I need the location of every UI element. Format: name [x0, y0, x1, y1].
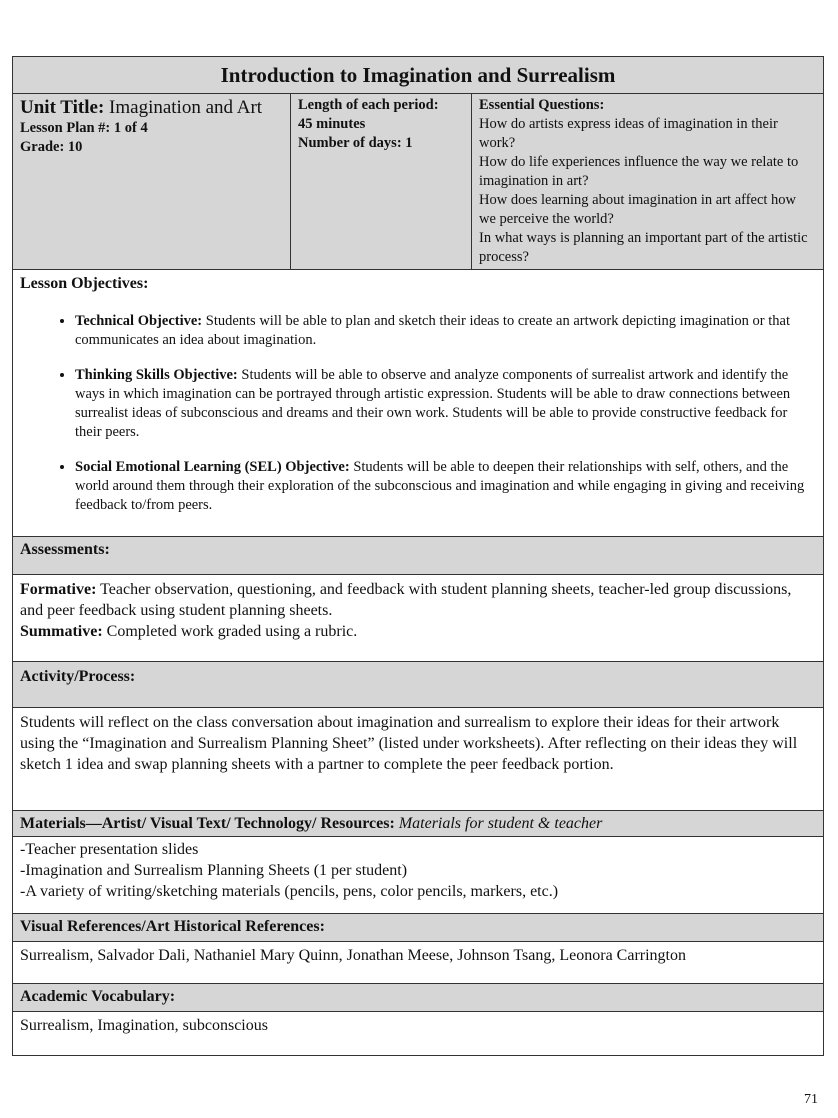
- materials-note: Materials for student & teacher: [394, 815, 603, 832]
- unit-title-value: Imagination and Art: [104, 97, 263, 118]
- formative-assessment: [20, 579, 816, 621]
- grade: Grade: 10: [20, 139, 83, 155]
- visual-references-heading: Visual References/Art Historical References:: [13, 914, 824, 942]
- objective-label: Social Emotional Learning (SEL) Objective:: [75, 459, 350, 475]
- period-info-cell: [291, 94, 472, 270]
- materials-item: -Teacher presentation slides: [20, 841, 199, 858]
- lesson-objectives-heading: Lesson Objectives:: [20, 275, 149, 292]
- essential-questions-cell: [472, 94, 824, 270]
- materials-heading-cell: [13, 811, 824, 837]
- essential-questions-label: Essential Questions:: [479, 97, 605, 113]
- lesson-plan-number: Lesson Plan #: 1 of 4: [20, 120, 148, 136]
- objective-label: Thinking Skills Objective:: [75, 367, 238, 383]
- formative-label: Formative:: [20, 581, 97, 598]
- unit-info-cell: [13, 94, 291, 270]
- number-of-days: Number of days: 1: [298, 135, 413, 151]
- lesson-objectives-cell: [13, 270, 824, 537]
- length-label: Length of each period:: [298, 97, 439, 113]
- objectives-list: [20, 312, 816, 515]
- objective-item: [75, 312, 816, 350]
- lesson-plan-document: [12, 56, 824, 1056]
- length-value: 45 minutes: [298, 116, 366, 132]
- activity-text: Students will reflect on the class conversation about imagination and surrealism to explore their ideas for their artwork using the “Imagination and Surrealism Planning Sheet” (listed under worksheets). After reflecting on their ideas they will sketch 1 idea and swap planning sheets with a partner to complete the peer feedback portion.: [13, 708, 824, 811]
- lesson-plan-table: [12, 56, 824, 1056]
- activity-heading: Activity/Process:: [13, 662, 824, 708]
- formative-text: Teacher observation, questioning, and feedback with student planning sheets, teacher-led group discussions, and peer feedback using student planning sheets.: [20, 581, 792, 619]
- page-title: Introduction to Imagination and Surrealism: [13, 57, 824, 94]
- essential-question: How do life experiences influence the way we relate to imagination in art?: [479, 154, 799, 189]
- essential-question: In what ways is planning an important part of the artistic process?: [479, 230, 808, 265]
- vocabulary-text: Surrealism, Imagination, subconscious: [13, 1012, 824, 1056]
- objective-text: Students will be able to observe and analyze components of surrealist artwork and identify the ways in which imagination can be portrayed through artistic expression. Students will be able to draw connections between surrealist ideas of subconscious and dreams and their own work. Students will be able to provide constructive feedback for their peers.: [75, 367, 791, 440]
- summative-assessment: [20, 621, 816, 642]
- objective-item: [75, 458, 816, 515]
- materials-item: -A variety of writing/sketching materials (pencils, pens, color pencils, markers, etc.): [20, 883, 559, 900]
- objective-label: Technical Objective:: [75, 313, 203, 329]
- objective-text: Students will be able to plan and sketch their ideas to create an artwork depicting imagination or that communicates an idea about imagination.: [75, 313, 791, 348]
- unit-title-label: Unit Title:: [20, 97, 105, 118]
- visual-references-text: Surrealism, Salvador Dali, Nathaniel Mary Quinn, Jonathan Meese, Johnson Tsang, Leonora Carrington: [13, 942, 824, 984]
- assessments-cell: [13, 575, 824, 662]
- unit-title: [20, 96, 283, 119]
- summative-text: Completed work graded using a rubric.: [102, 623, 358, 640]
- materials-item: -Imagination and Surrealism Planning Sheets (1 per student): [20, 862, 408, 879]
- assessments-heading: Assessments:: [13, 537, 824, 575]
- vocabulary-heading: Academic Vocabulary:: [13, 984, 824, 1012]
- objective-item: [75, 366, 816, 442]
- page-number: 71: [804, 1092, 818, 1107]
- materials-heading: Materials—Artist/ Visual Text/ Technology/ Resources:: [20, 815, 395, 832]
- essential-question: How does learning about imagination in art affect how we perceive the world?: [479, 192, 797, 227]
- summative-label: Summative:: [20, 623, 103, 640]
- objective-text: Students will be able to deepen their relationships with self, others, and the world around them through their exploration of the subconscious and imagination and while engaging in giving and receiving feedback to/from peers.: [75, 459, 805, 513]
- essential-question: How do artists express ideas of imagination in their work?: [479, 116, 778, 151]
- materials-cell: [13, 837, 824, 914]
